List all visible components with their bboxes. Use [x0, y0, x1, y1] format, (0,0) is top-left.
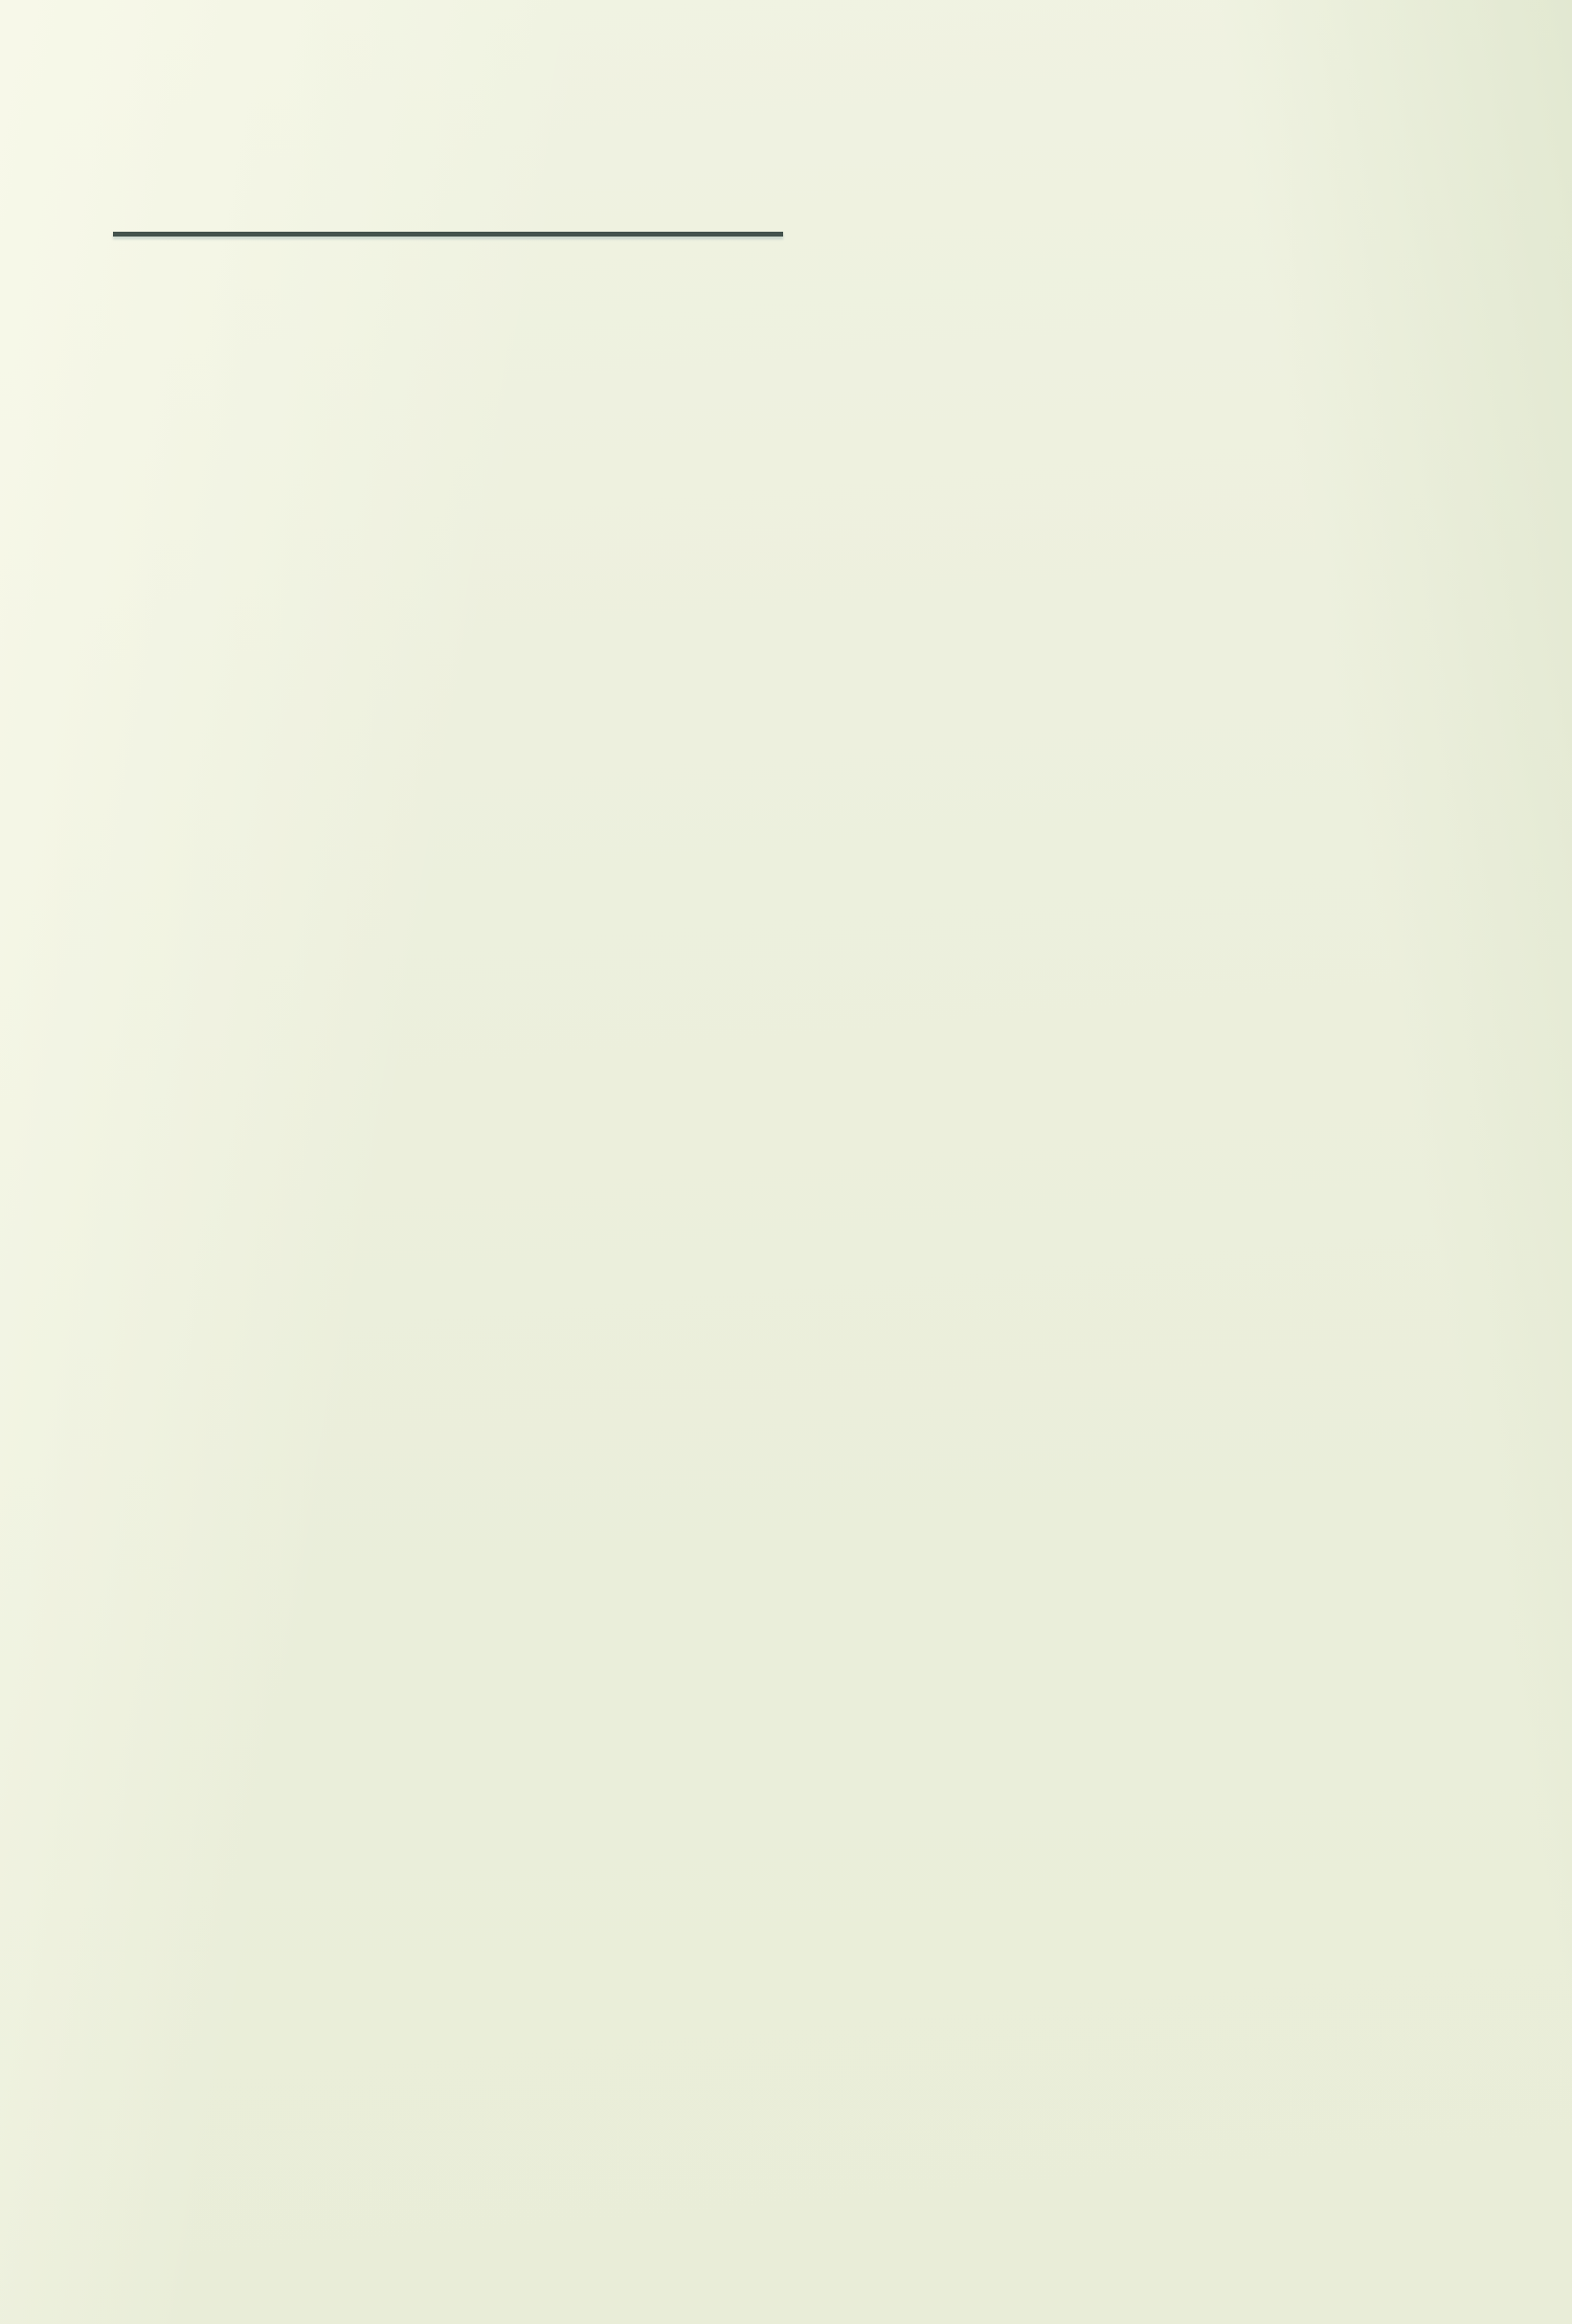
body-text	[113, 203, 1436, 325]
running-head	[113, 84, 1436, 142]
footnote-separator-rule	[113, 232, 783, 237]
footnote	[113, 269, 1436, 325]
